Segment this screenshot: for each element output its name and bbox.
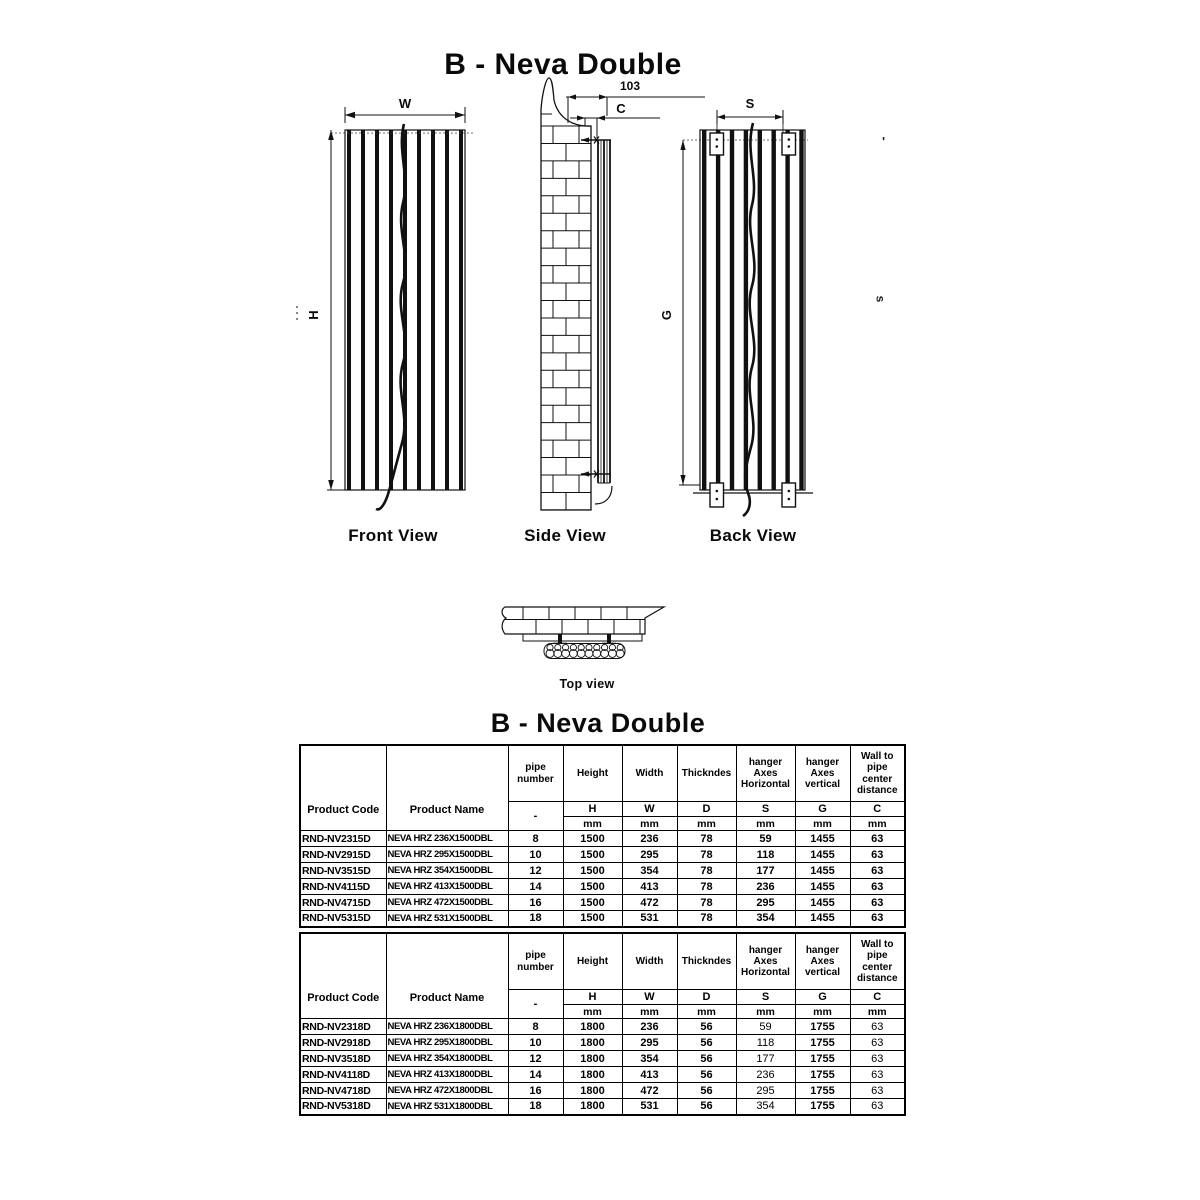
column-header: Wall to pipe center distance (850, 745, 905, 802)
spec-row (300, 831, 905, 847)
side-view-label: Side View (524, 526, 606, 545)
spec-cell: 18 (508, 1099, 563, 1115)
top-view-drawing (493, 591, 693, 691)
spec-cell: RND-NV4118D (300, 1067, 386, 1083)
spec-cell: 78 (677, 831, 736, 847)
spec-cell: NEVA HRZ 413X1800DBL (386, 1067, 508, 1083)
column-symbol: C (850, 802, 905, 817)
tables-title: B - Neva Double (490, 708, 706, 738)
stray-tick-mark: ' (882, 134, 886, 149)
spec-cell: 10 (508, 1035, 563, 1051)
front-view-drawing (283, 93, 483, 563)
spec-cell: 1755 (795, 1083, 850, 1099)
column-unit: mm (622, 817, 677, 831)
dimension-arrow (455, 112, 465, 118)
column-symbol: H (563, 990, 622, 1005)
column-unit: mm (563, 1005, 622, 1019)
spec-cell: 1755 (795, 1067, 850, 1083)
spec-cell: 63 (850, 1035, 905, 1051)
spec-cell: 295 (622, 1035, 677, 1051)
spec-cell: 56 (677, 1099, 736, 1115)
spec-cell: NEVA HRZ 295X1800DBL (386, 1035, 508, 1051)
spec-cell: 8 (508, 831, 563, 847)
spec-cell: 1500 (563, 863, 622, 879)
spec-cell: 63 (850, 879, 905, 895)
spec-cell: 12 (508, 863, 563, 879)
spec-cell: RND-NV2315D (300, 831, 386, 847)
spec-cell: 14 (508, 879, 563, 895)
spec-cell: 295 (736, 895, 795, 911)
spec-cell: NEVA HRZ 354X1500DBL (386, 863, 508, 879)
spec-row (300, 1067, 905, 1083)
spec-cell: 56 (677, 1035, 736, 1051)
spec-cell: 63 (850, 831, 905, 847)
dimension-arrow (328, 480, 334, 490)
spec-cell: NEVA HRZ 531X1500DBL (386, 911, 508, 927)
spec-row (300, 863, 905, 879)
spec-cell: 8 (508, 1019, 563, 1035)
column-header: hanger Axes vertical (795, 933, 850, 990)
page-title: B - Neva Double (444, 48, 682, 81)
spec-cell: 1800 (563, 1099, 622, 1115)
spec-cell: 78 (677, 847, 736, 863)
column-symbol: - (508, 990, 563, 1019)
spec-row (300, 911, 905, 927)
spec-row (300, 879, 905, 895)
top-view-label: Top view (559, 677, 615, 691)
spec-cell: 295 (622, 847, 677, 863)
spec-cell: 1800 (563, 1067, 622, 1083)
spec-cell: 531 (622, 1099, 677, 1115)
column-symbol: - (508, 802, 563, 831)
dimension-arrow (597, 115, 605, 120)
column-header: pipe number (508, 745, 563, 802)
dimension-arrow (345, 112, 355, 118)
column-header: Width (622, 933, 677, 990)
hanger-bracket (710, 483, 724, 507)
dimension-arrow (577, 115, 585, 120)
column-symbol: D (677, 990, 736, 1005)
side-wall-dim-label: C (616, 101, 626, 116)
spec-cell: 1755 (795, 1019, 850, 1035)
spec-cell: 354 (622, 1051, 677, 1067)
column-unit: mm (795, 817, 850, 831)
spec-cell: 472 (622, 1083, 677, 1099)
spec-cell: 1500 (563, 879, 622, 895)
spec-cell: RND-NV2318D (300, 1019, 386, 1035)
spec-row (300, 1019, 905, 1035)
spec-cell: 18 (508, 911, 563, 927)
spec-cell: 354 (622, 863, 677, 879)
spec-cell: 63 (850, 1019, 905, 1035)
spec-cell: 236 (622, 1019, 677, 1035)
column-header: Product Code (300, 933, 386, 1019)
spec-cell: 1500 (563, 831, 622, 847)
spec-cell: 56 (677, 1019, 736, 1035)
spec-cell: 1500 (563, 911, 622, 927)
spec-cell: 78 (677, 863, 736, 879)
spec-cell: 1800 (563, 1035, 622, 1051)
spec-cell: 413 (622, 879, 677, 895)
spec-row (300, 1099, 905, 1115)
column-symbol: S (736, 990, 795, 1005)
spec-cell: 1755 (795, 1051, 850, 1067)
spec-cell: 78 (677, 895, 736, 911)
spec-cell: 56 (677, 1083, 736, 1099)
column-header: Thickndes (677, 745, 736, 802)
spec-cell: NEVA HRZ 236X1500DBL (386, 831, 508, 847)
spec-cell: 1800 (563, 1051, 622, 1067)
spec-cell: 16 (508, 1083, 563, 1099)
side-offset-dim-label: 103 (619, 79, 641, 93)
column-unit: mm (622, 1005, 677, 1019)
spec-cell: 413 (622, 1067, 677, 1083)
spec-cell: 236 (622, 831, 677, 847)
front-width-dim-label: W (398, 96, 412, 111)
column-header: hanger Axes Horizontal (736, 745, 795, 802)
column-header: Height (563, 933, 622, 990)
spec-table-1800 (299, 932, 906, 1116)
spec-cell: 63 (850, 847, 905, 863)
spec-row (300, 1035, 905, 1051)
spec-cell: 14 (508, 1067, 563, 1083)
spec-cell: 1500 (563, 847, 622, 863)
dimension-arrow (680, 140, 685, 150)
spec-row (300, 895, 905, 911)
spec-table-1500 (299, 744, 906, 928)
spec-cell: 78 (677, 911, 736, 927)
spec-cell: 354 (736, 1099, 795, 1115)
spec-cell: RND-NV2915D (300, 847, 386, 863)
spec-cell: NEVA HRZ 413X1500DBL (386, 879, 508, 895)
hanger-bracket (782, 133, 796, 155)
spec-cell: RND-NV3518D (300, 1051, 386, 1067)
column-symbol: D (677, 802, 736, 817)
spec-cell: 56 (677, 1067, 736, 1083)
spec-cell: 1800 (563, 1019, 622, 1035)
wall-bracket (553, 634, 616, 644)
spec-cell: 59 (736, 1019, 795, 1035)
spec-cell: 236 (736, 879, 795, 895)
spec-cell: RND-NV5318D (300, 1099, 386, 1115)
spec-row (300, 1083, 905, 1099)
spec-cell: 177 (736, 863, 795, 879)
column-header: Height (563, 745, 622, 802)
spec-cell: 1455 (795, 847, 850, 863)
spec-cell: 236 (736, 1067, 795, 1083)
dimension-arrow (680, 475, 685, 485)
spec-cell: 1755 (795, 1035, 850, 1051)
spec-cell: 118 (736, 847, 795, 863)
spec-cell: RND-NV5315D (300, 911, 386, 927)
spec-cell: RND-NV4115D (300, 879, 386, 895)
spec-cell: 1755 (795, 1099, 850, 1115)
spec-cell: RND-NV3515D (300, 863, 386, 879)
column-symbol: W (622, 990, 677, 1005)
hanger-bracket (782, 483, 796, 507)
spec-cell: 63 (850, 1067, 905, 1083)
spec-cell: 472 (622, 895, 677, 911)
spec-cell: 1455 (795, 879, 850, 895)
dimension-arrow (599, 94, 607, 99)
spec-cell: NEVA HRZ 472X1500DBL (386, 895, 508, 911)
spec-cell: NEVA HRZ 531X1800DBL (386, 1099, 508, 1115)
spec-cell: 354 (736, 911, 795, 927)
column-header: Product Code (300, 745, 386, 831)
spec-cell: 1800 (563, 1083, 622, 1099)
spec-cell: RND-NV4718D (300, 1083, 386, 1099)
spec-cell: 12 (508, 1051, 563, 1067)
column-symbol: G (795, 990, 850, 1005)
radiator-side-slats (598, 140, 610, 483)
back-hanger-dim-label: S (745, 96, 755, 111)
spec-cell: NEVA HRZ 472X1800DBL (386, 1083, 508, 1099)
column-symbol: H (563, 802, 622, 817)
spec-cell: 63 (850, 863, 905, 879)
spec-cell: 63 (850, 911, 905, 927)
dimension-arrow (328, 130, 334, 140)
spec-row (300, 847, 905, 863)
column-symbol: C (850, 990, 905, 1005)
spec-cell: 1455 (795, 895, 850, 911)
spec-cell: NEVA HRZ 236X1800DBL (386, 1019, 508, 1035)
spec-cell: 118 (736, 1035, 795, 1051)
column-header: Product Name (386, 933, 508, 1019)
spec-cell: RND-NV4715D (300, 895, 386, 911)
spec-cell: 16 (508, 895, 563, 911)
spec-cell: 10 (508, 847, 563, 863)
spec-cell: 1455 (795, 831, 850, 847)
spec-cell: 1500 (563, 895, 622, 911)
spec-cell: NEVA HRZ 354X1800DBL (386, 1051, 508, 1067)
spec-cell: 1455 (795, 863, 850, 879)
column-unit: mm (563, 817, 622, 831)
spec-cell: 63 (850, 1051, 905, 1067)
spec-cell: 531 (622, 911, 677, 927)
column-header: hanger Axes vertical (795, 745, 850, 802)
column-unit: mm (736, 1005, 795, 1019)
spec-cell: 1455 (795, 911, 850, 927)
column-header: pipe number (508, 933, 563, 990)
spec-cell: NEVA HRZ 295X1500DBL (386, 847, 508, 863)
spec-cell: 177 (736, 1051, 795, 1067)
spec-cell: 78 (677, 879, 736, 895)
column-unit: mm (850, 1005, 905, 1019)
dimension-arrow (568, 94, 576, 99)
back-view-drawing (653, 93, 903, 563)
front-view-label: Front View (348, 526, 438, 545)
column-unit: mm (677, 1005, 736, 1019)
column-header: Thickndes (677, 933, 736, 990)
dimension-arrow (717, 114, 725, 119)
front-height-dim-label: H (306, 310, 321, 320)
column-unit: mm (736, 817, 795, 831)
spec-row (300, 1051, 905, 1067)
column-symbol: S (736, 802, 795, 817)
column-header: Width (622, 745, 677, 802)
spec-cell: 63 (850, 895, 905, 911)
column-symbol: W (622, 802, 677, 817)
column-unit: mm (677, 817, 736, 831)
spec-cell: RND-NV2918D (300, 1035, 386, 1051)
back-view-label: Back View (709, 526, 797, 545)
column-unit: mm (795, 1005, 850, 1019)
column-header: Product Name (386, 745, 508, 831)
column-symbol: G (795, 802, 850, 817)
spec-cell: 59 (736, 831, 795, 847)
column-header: Wall to pipe center distance (850, 933, 905, 990)
back-height-dim-label: G (659, 309, 674, 321)
hanger-bracket (710, 133, 724, 155)
dimension-arrow (775, 114, 783, 119)
spec-cell: 63 (850, 1083, 905, 1099)
stray-letter-mark: s (873, 295, 888, 303)
spec-cell: 295 (736, 1083, 795, 1099)
column-unit: mm (850, 817, 905, 831)
spec-cell: 63 (850, 1099, 905, 1115)
spec-cell: 56 (677, 1051, 736, 1067)
column-header: hanger Axes Horizontal (736, 933, 795, 990)
